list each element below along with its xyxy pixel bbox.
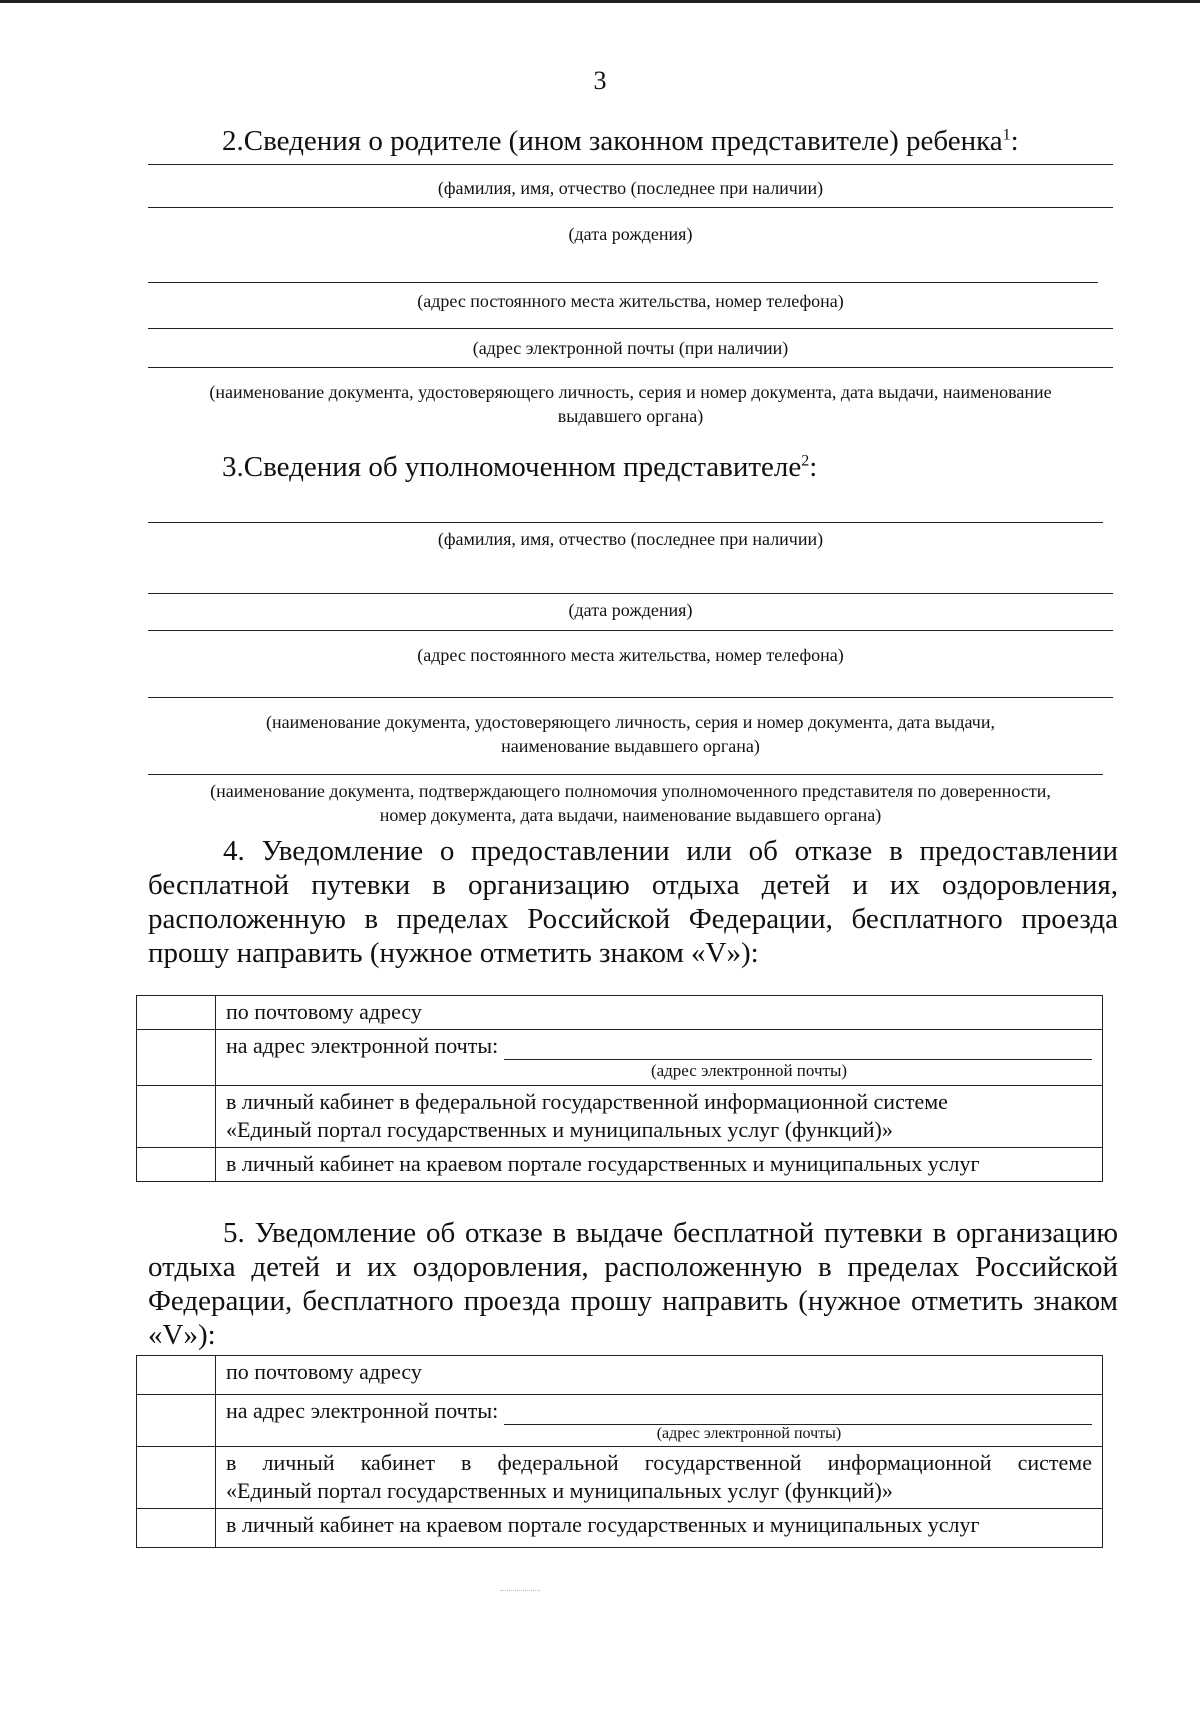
checkbox-email[interactable] [137,1395,216,1447]
rep-field-line-address[interactable] [148,630,1113,631]
checkbox-regional[interactable] [137,1509,216,1548]
section3-heading-text: 3.Сведения об уполномоченном представителе [222,451,802,483]
email-input-line[interactable] [504,1037,1092,1060]
field-line-address[interactable] [148,282,1098,283]
email-line [226,1032,1092,1060]
option-label-gosuslugi-1: в личный кабинет в федеральной государственной информационной системе [226,1089,948,1114]
email-caption: (адрес электронной почты) [656,1425,842,1442]
option-label-email: на адрес электронной почты: [226,1033,499,1058]
caption-fio: (фамилия, имя, отчество (последнее при наличии) [437,178,824,198]
section5-paragraph: 5. Уведомление об отказе в выдаче бесплатной путевки в организацию отдыха детей и их оздоровления, расположенную в пределах Российской Федерации, бесплатного проезда прошу направить (нужное отметить знаком «V»): [148,1217,1118,1351]
option-row-postal [137,1356,1103,1395]
checkbox-email[interactable] [137,1030,216,1086]
option-label-email: на адрес электронной почты: [226,1398,499,1423]
caption-id-document-2: выдавшего органа) [557,406,704,426]
email-line [226,1397,1092,1425]
rep-field-line-authority[interactable] [148,774,1103,775]
section3-heading [222,450,817,484]
section2-heading [222,124,1019,158]
option-row-regional [137,1148,1103,1182]
option-gosuslugi-cell [216,1086,1103,1148]
rep-caption-authority-1: (наименование документа, подтверждающего полномочия уполномоченного представителя по доверенности, [210,781,1051,801]
rep-caption-address: (адрес постоянного места жительства, номер телефона) [417,645,844,665]
email-caption: (адрес электронной почты) [650,1061,848,1080]
section3-heading-suffix: : [809,451,818,483]
option-row-gosuslugi [137,1086,1103,1148]
field-line-email[interactable] [148,328,1113,329]
rep-caption-authority-2: номер документа, дата выдачи, наименование выдавшего органа) [379,805,882,825]
field-line-id-document[interactable] [148,367,1113,368]
field-line-birthdate[interactable] [148,207,1113,208]
option-label-gosuslugi-2: «Единый портал государственных и муниципальных услуг (функций)» [226,1117,893,1142]
caption-id-document-1: (наименование документа, удостоверяющего личность, серия и номер документа, дата выдачи, наименование [209,382,1052,402]
page-number: 3 [593,66,607,95]
section4-options-table [136,995,1103,1182]
option-row-email [137,1395,1103,1447]
rep-field-line-fio[interactable] [148,522,1103,523]
option-label-regional: в личный кабинет на краевом портале государственных и муниципальных услуг [216,1148,1103,1182]
rep-field-line-id-document[interactable] [148,697,1113,698]
section5-options-table [136,1355,1103,1548]
caption-address: (адрес постоянного места жительства, номер телефона) [417,291,844,311]
option-label-gosuslugi-1: в личный кабинет в федеральной государственной информационной системе [226,1450,1092,1475]
checkbox-postal[interactable] [137,996,216,1030]
option-row-email [137,1030,1103,1086]
section4-paragraph: 4. Уведомление о предоставлении или об отказе в предоставлении бесплатной путевки в организацию отдыха детей и их оздоровления, расположенную в пределах Российской Федерации, бесплатного проезда прошу направить (нужное отметить знаком «V»): [148,835,1118,969]
option-email-cell [216,1030,1103,1086]
footnote-mark-2: 2 [801,452,810,470]
rep-caption-id-document-2: наименование выдавшего органа) [501,736,760,756]
option-label-postal: по почтовому адресу [216,996,1103,1030]
rep-field-line-birthdate[interactable] [148,593,1113,594]
footnote-mark-1: 1 [1002,126,1011,144]
rep-caption-birthdate: (дата рождения) [568,600,693,620]
caption-email: (адрес электронной почты (при наличии) [472,338,789,358]
checkbox-postal[interactable] [137,1356,216,1395]
section2-heading-suffix: : [1010,125,1019,157]
rep-caption-id-document-1: (наименование документа, удостоверяющего личность, серия и номер документа, дата выдачи, [266,712,995,732]
caption-birthdate: (дата рождения) [568,224,693,244]
option-email-cell [216,1395,1103,1447]
option-row-regional [137,1509,1103,1548]
email-input-line[interactable] [504,1402,1092,1425]
field-line-fio[interactable] [148,164,1113,165]
checkbox-regional[interactable] [137,1148,216,1182]
scan-artifact [500,1590,540,1591]
option-row-gosuslugi [137,1447,1103,1509]
option-label-regional: в личный кабинет на краевом портале государственных и муниципальных услуг [216,1509,1103,1548]
section2-heading-text: 2.Сведения о родителе (ином законном представителе) ребенка [222,125,1003,157]
rep-caption-fio: (фамилия, имя, отчество (последнее при наличии) [437,529,824,549]
option-row-postal [137,996,1103,1030]
checkbox-gosuslugi[interactable] [137,1447,216,1509]
option-label-postal: по почтовому адресу [216,1356,1103,1395]
option-gosuslugi-cell [216,1447,1103,1509]
option-label-gosuslugi-2: «Единый портал государственных и муниципальных услуг (функций)» [226,1478,893,1503]
checkbox-gosuslugi[interactable] [137,1086,216,1148]
